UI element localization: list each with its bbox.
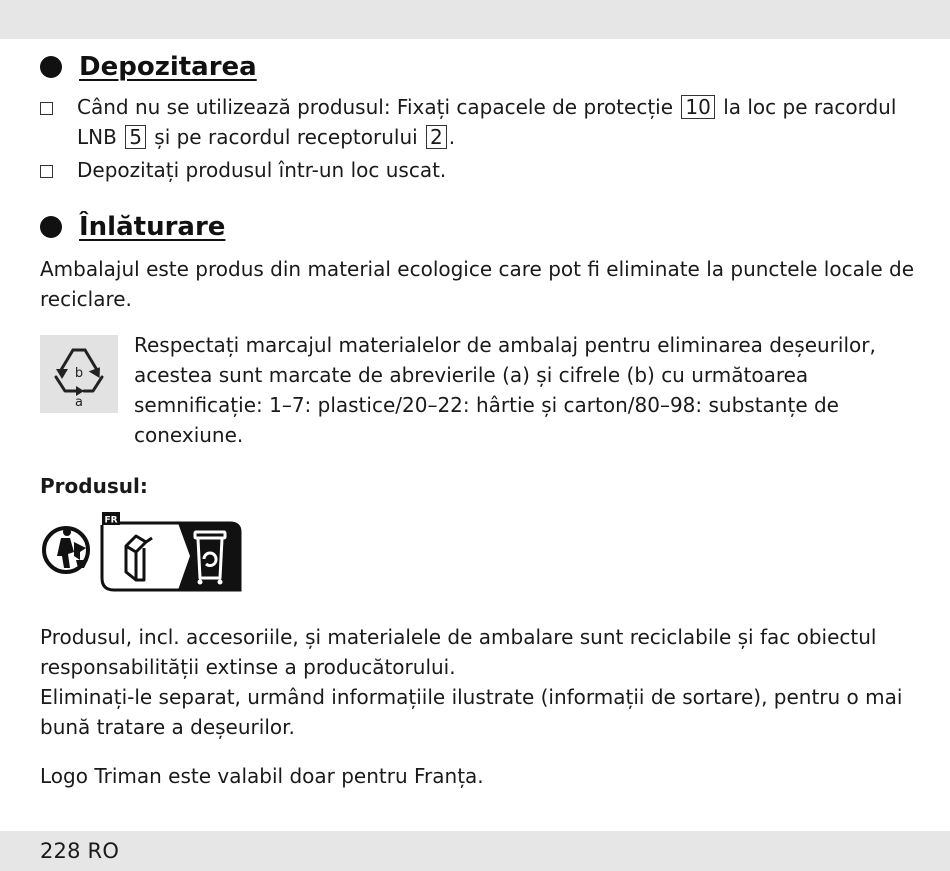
text-segment: și pe racordul receptorului bbox=[147, 125, 425, 149]
text-line: reciclare. bbox=[40, 287, 132, 311]
triman-logo-svg bbox=[40, 512, 245, 594]
section-title-storage: Depozitarea bbox=[79, 52, 257, 82]
reference-number: 2 bbox=[426, 125, 447, 149]
text-line: conexiune. bbox=[134, 423, 244, 447]
recycle-triangle-icon bbox=[40, 335, 118, 413]
recycle-code-a: a bbox=[75, 395, 83, 410]
text-line: acestea sunt marcate de abrevierile (a) și cifrele (b) cu următoarea bbox=[134, 363, 809, 387]
recycle-code-b: b bbox=[74, 366, 84, 381]
text-line: responsabilității extinse a producătorului. bbox=[40, 655, 456, 679]
fr-badge-text: FR bbox=[104, 515, 118, 526]
triman-logo bbox=[40, 512, 245, 598]
triman-validity-note: Logo Triman este valabil doar pentru Franța. bbox=[40, 764, 484, 788]
checkbox-square-icon bbox=[40, 102, 53, 115]
text-line: Respectați marcajul materialelor de ambalaj pentru eliminarea deșeurilor, bbox=[134, 333, 876, 357]
text-segment: . bbox=[448, 125, 456, 149]
product-paragraph-1 bbox=[40, 622, 902, 742]
packaging-box-icon bbox=[126, 536, 152, 580]
product-label: Produsul: bbox=[40, 474, 148, 498]
checkbox-square-icon bbox=[40, 165, 53, 178]
reference-number: 5 bbox=[125, 125, 146, 149]
text-line: Produsul, incl. accesoriile, și materialele de ambalare sunt reciclabile și fac obiectul bbox=[40, 625, 877, 649]
reference-number: 10 bbox=[681, 95, 714, 119]
list-item-text bbox=[77, 92, 896, 152]
text-line: Ambalajul este produs din material ecologice care pot fi eliminate la punctele locale de bbox=[40, 257, 915, 281]
top-bar bbox=[0, 0, 950, 39]
triman-person-icon bbox=[44, 528, 88, 572]
text-line: bună tratare a deșeurilor. bbox=[40, 715, 295, 739]
list-item bbox=[40, 155, 446, 185]
disposal-intro bbox=[40, 254, 914, 314]
recycle-note bbox=[134, 330, 876, 450]
text-segment: Când nu se utilizează produsul: Fixați capacele de protecție bbox=[77, 95, 680, 119]
text-segment: LNB bbox=[77, 125, 124, 149]
text-line: Eliminați-le separat, urmând informațiile ilustrate (informații de sortare), pentru o mai bbox=[40, 685, 903, 709]
section-title-disposal: Înlăturare bbox=[79, 212, 226, 242]
recycle-triangle-svg bbox=[40, 335, 118, 413]
bullet-dot-icon bbox=[40, 216, 62, 238]
text-segment: la loc pe racordul bbox=[716, 95, 897, 119]
section-heading-storage bbox=[40, 52, 257, 82]
footer-bar bbox=[0, 831, 950, 871]
bullet-dot-icon bbox=[40, 56, 62, 78]
text-line: semnificație: 1–7: plastice/20–22: hârtie și carton/80–98: substanțe de bbox=[134, 393, 839, 417]
section-heading-disposal bbox=[40, 212, 225, 242]
list-item-text: Depozitați produsul într-un loc uscat. bbox=[77, 158, 447, 182]
list-item bbox=[40, 92, 896, 152]
page-number: 228 RO bbox=[40, 839, 120, 863]
